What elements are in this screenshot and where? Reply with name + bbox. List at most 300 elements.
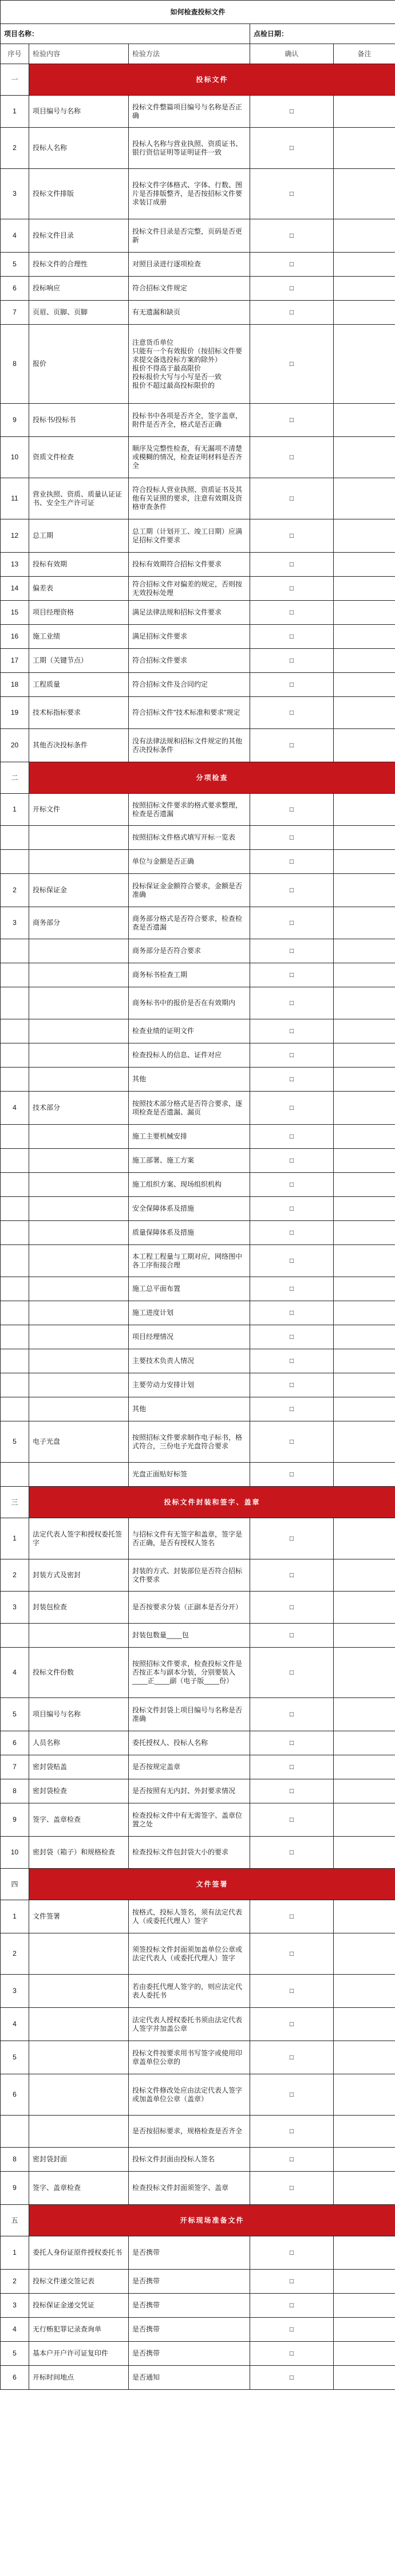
confirm-checkbox[interactable]: □: [250, 2148, 334, 2172]
checklist-row: [1, 625, 395, 649]
header-confirm: 确认: [250, 44, 334, 64]
row-number: 6: [1, 277, 29, 301]
confirm-checkbox[interactable]: □: [250, 729, 334, 762]
remark-cell: [334, 253, 395, 277]
confirm-checkbox[interactable]: □: [250, 673, 334, 697]
check-method: 若由委托代理人签字的，则应法定代表人委托书: [129, 1975, 250, 2008]
remark-cell: [334, 1125, 395, 1149]
check-item: 投标书/投标书: [29, 404, 129, 437]
confirm-checkbox[interactable]: □: [250, 850, 334, 874]
confirm-checkbox[interactable]: □: [250, 96, 334, 128]
confirm-checkbox[interactable]: □: [250, 1245, 334, 1277]
check-method: 投标文件按要求用书写签字或使用印章盖单位公章的: [129, 2041, 250, 2074]
confirm-checkbox[interactable]: □: [250, 1068, 334, 1092]
header-no: 序号: [1, 44, 29, 64]
check-item: [29, 987, 129, 1019]
confirm-checkbox[interactable]: □: [250, 697, 334, 729]
row-number: [1, 1373, 29, 1397]
checklist-row: [1, 2318, 395, 2342]
check-method: 是否按要求分装（正副本是否分开）: [129, 1592, 250, 1624]
check-item: [29, 2041, 129, 2074]
row-number: 3: [1, 1592, 29, 1624]
section-title: 投标文件: [29, 64, 395, 96]
row-number: [1, 1624, 29, 1648]
check-item: 投标有效期: [29, 553, 129, 577]
check-method: 符合投标人营业执照、资质证书及其他有关证照的要求，注意有效期及资格审查条件: [129, 478, 250, 519]
check-method: 投标文件目录是否完整，页码是否更新: [129, 219, 250, 253]
check-item: [29, 1463, 129, 1487]
remark-cell: [334, 1624, 395, 1648]
check-method: 注意货币单位 只能有一个有效报价（按招标文件要求提交备选投标方案的除外） 报价不得高于最高限价 投标报价大写与小写是否一致 报价不超过最高投标限价的: [129, 325, 250, 404]
checklist-row: [1, 253, 395, 277]
check-item: 委托人身份证原件授权委托书: [29, 2236, 129, 2270]
check-item: 营业执照、资质、质量认证证书、安全生产许可证: [29, 478, 129, 519]
remark-cell: [334, 519, 395, 553]
row-number: 7: [1, 1755, 29, 1779]
remark-cell: [334, 2148, 395, 2172]
check-item: [29, 1245, 129, 1277]
remark-cell: [334, 277, 395, 301]
confirm-checkbox[interactable]: □: [250, 625, 334, 649]
confirm-checkbox[interactable]: □: [250, 2074, 334, 2116]
confirm-checkbox[interactable]: □: [250, 1518, 334, 1559]
confirm-checkbox[interactable]: □: [250, 2041, 334, 2074]
checklist-row: [1, 325, 395, 404]
check-method: 商务部分是否符合要求: [129, 939, 250, 963]
row-number: 10: [1, 1837, 29, 1869]
confirm-checkbox[interactable]: □: [250, 1019, 334, 1043]
remark-cell: [334, 1019, 395, 1043]
check-method: 符合招标文件要求: [129, 649, 250, 673]
confirm-checkbox[interactable]: □: [250, 277, 334, 301]
checklist-row: [1, 1698, 395, 1731]
row-number: 19: [1, 697, 29, 729]
checklist-row: [1, 939, 395, 963]
checklist-row: [1, 1975, 395, 2008]
confirm-checkbox[interactable]: □: [250, 1779, 334, 1803]
row-number: 14: [1, 577, 29, 601]
check-method: 总工期（计划开工、竣工日期）应满足招标文件要求: [129, 519, 250, 553]
check-method: 投标文件封袋上项目编号与名称是否准确: [129, 1698, 250, 1731]
check-method: 符合招标文件"技术标准和要求"规定: [129, 697, 250, 729]
check-method: 施工总平面布置: [129, 1277, 250, 1301]
confirm-checkbox[interactable]: □: [250, 963, 334, 987]
checklist-row: [1, 1803, 395, 1837]
check-method: 检查投标文件中有无需签字、盖章位置之处: [129, 1803, 250, 1837]
confirm-checkbox[interactable]: □: [250, 1648, 334, 1698]
checklist-row: [1, 1221, 395, 1245]
checklist-row: [1, 1092, 395, 1125]
check-method: 是否按招标要求，规格检查是否齐全: [129, 2116, 250, 2148]
row-number: 3: [1, 1975, 29, 2008]
confirm-checkbox[interactable]: □: [250, 1325, 334, 1349]
check-item: [29, 1221, 129, 1245]
section-number: 五: [1, 2205, 29, 2236]
checklist-row: [1, 1731, 395, 1755]
confirm-checkbox[interactable]: □: [250, 519, 334, 553]
checklist-row: [1, 2008, 395, 2041]
row-number: 11: [1, 478, 29, 519]
row-number: [1, 1173, 29, 1197]
section-number: 二: [1, 762, 29, 794]
section-title: 投标文件封装和签字、盖章: [29, 1487, 395, 1518]
check-method: 符合招标文件及合同约定: [129, 673, 250, 697]
check-item: [29, 1933, 129, 1975]
confirm-checkbox[interactable]: □: [250, 601, 334, 625]
remark-cell: [334, 2008, 395, 2041]
remark-cell: [334, 1592, 395, 1624]
checklist-row: [1, 1068, 395, 1092]
row-number: [1, 1221, 29, 1245]
confirm-checkbox[interactable]: □: [250, 2366, 334, 2390]
check-item: [29, 1019, 129, 1043]
confirm-checkbox[interactable]: □: [250, 649, 334, 673]
confirm-checkbox[interactable]: □: [250, 1975, 334, 2008]
confirm-checkbox[interactable]: □: [250, 2116, 334, 2148]
checklist-row: [1, 2172, 395, 2205]
confirm-checkbox[interactable]: □: [250, 1173, 334, 1197]
checklist-row: [1, 1518, 395, 1559]
check-item: 密封袋检查: [29, 1779, 129, 1803]
check-item: 基本户开户许可证复印件: [29, 2342, 129, 2366]
remark-cell: [334, 697, 395, 729]
check-item: [29, 1125, 129, 1149]
check-method: 按格式，投标人签名，须有法定代表人（或委托代理人）签字: [129, 1900, 250, 1933]
checklist-row: [1, 519, 395, 553]
check-item: [29, 1068, 129, 1092]
remark-cell: [334, 169, 395, 219]
checklist-row: [1, 301, 395, 325]
page-title: 如何检查投标文件: [1, 1, 395, 24]
check-method: 检查业绩的证明文件: [129, 1019, 250, 1043]
check-item: 投标保证金: [29, 874, 129, 907]
row-number: [1, 826, 29, 850]
confirm-checkbox[interactable]: □: [250, 1301, 334, 1325]
confirm-checkbox[interactable]: □: [250, 794, 334, 826]
check-method: 施工主要机械安排: [129, 1125, 250, 1149]
header-content: 检验内容: [29, 44, 129, 64]
checklist-row: [1, 2342, 395, 2366]
confirm-checkbox[interactable]: □: [250, 874, 334, 907]
check-method: 施工进度计划: [129, 1301, 250, 1325]
row-number: 2: [1, 1933, 29, 1975]
confirm-checkbox[interactable]: □: [250, 1221, 334, 1245]
check-method: 投标文件封面由投标人签名: [129, 2148, 250, 2172]
confirm-checkbox[interactable]: □: [250, 1559, 334, 1592]
check-item: 无行贿犯罪记录查询单: [29, 2318, 129, 2342]
checklist-row: [1, 277, 395, 301]
confirm-checkbox[interactable]: □: [250, 1463, 334, 1487]
check-method: 符合招标文件对偏差的规定，否则按无效投标处理: [129, 577, 250, 601]
check-item: [29, 1624, 129, 1648]
confirm-checkbox[interactable]: □: [250, 907, 334, 939]
row-number: [1, 939, 29, 963]
check-method: 投标书中各项是否齐全，签字盖章，附件是否齐全，格式是否正确: [129, 404, 250, 437]
remark-cell: [334, 2318, 395, 2342]
confirm-checkbox[interactable]: □: [250, 2236, 334, 2270]
check-item: 其他否决投标条件: [29, 729, 129, 762]
row-number: [1, 963, 29, 987]
checklist-row: [1, 826, 395, 850]
remark-cell: [334, 1149, 395, 1173]
checklist-row: [1, 478, 395, 519]
row-number: 3: [1, 169, 29, 219]
check-method: 法定代表人授权委托书须由法定代表人签字并加盖公章: [129, 2008, 250, 2041]
check-item: [29, 1325, 129, 1349]
confirm-checkbox[interactable]: □: [250, 577, 334, 601]
confirm-checkbox[interactable]: □: [250, 1933, 334, 1975]
check-item: 总工期: [29, 519, 129, 553]
row-number: 5: [1, 2342, 29, 2366]
check-method: 投标文件修改处应由法定代表人签字或加盖单位公章（盖章）: [129, 2074, 250, 2116]
check-method: 光盘正面贴好标签: [129, 1463, 250, 1487]
row-number: 8: [1, 1779, 29, 1803]
checklist-row: [1, 729, 395, 762]
confirm-checkbox[interactable]: □: [250, 1698, 334, 1731]
checklist-row: [1, 850, 395, 874]
checklist-row: [1, 2041, 395, 2074]
check-method: 质量保障体系及措施: [129, 1221, 250, 1245]
checklist-row: [1, 1624, 395, 1648]
confirm-checkbox[interactable]: □: [250, 1277, 334, 1301]
confirm-checkbox[interactable]: □: [250, 1349, 334, 1373]
checklist-row: [1, 1043, 395, 1068]
row-number: 9: [1, 2172, 29, 2205]
check-item: 签字、盖章检查: [29, 1803, 129, 1837]
confirm-checkbox[interactable]: □: [250, 1900, 334, 1933]
checklist-row: [1, 1301, 395, 1325]
remark-cell: [334, 1068, 395, 1092]
row-number: [1, 1197, 29, 1221]
section-number: 一: [1, 64, 29, 96]
confirm-checkbox[interactable]: □: [250, 1731, 334, 1755]
check-method: 满足法律法规和招标文件要求: [129, 601, 250, 625]
remark-cell: [334, 1301, 395, 1325]
row-number: 4: [1, 2318, 29, 2342]
remark-cell: [334, 1349, 395, 1373]
checklist-row: [1, 2366, 395, 2390]
confirm-checkbox[interactable]: □: [250, 2342, 334, 2366]
row-number: [1, 1397, 29, 1421]
check-method: 是否按照有无内封、外封要求情况: [129, 1779, 250, 1803]
remark-cell: [334, 1092, 395, 1125]
confirm-checkbox[interactable]: □: [250, 1197, 334, 1221]
check-method: 符合招标文件规定: [129, 277, 250, 301]
remark-cell: [334, 2074, 395, 2116]
check-item: [29, 1975, 129, 2008]
section-number: 三: [1, 1487, 29, 1518]
confirm-checkbox[interactable]: □: [250, 2318, 334, 2342]
confirm-checkbox[interactable]: □: [250, 1043, 334, 1068]
row-number: 13: [1, 553, 29, 577]
row-number: [1, 1245, 29, 1277]
check-method: 施工部署、施工方案: [129, 1149, 250, 1173]
check-method: 封装的方式、封装部位是否符合招标文件要求: [129, 1559, 250, 1592]
checklist-row: [1, 1463, 395, 1487]
check-method: 其他: [129, 1068, 250, 1092]
checklist-row: [1, 1325, 395, 1349]
confirm-checkbox[interactable]: □: [250, 219, 334, 253]
check-item: 电子光盘: [29, 1421, 129, 1463]
check-item: 偏差表: [29, 577, 129, 601]
check-item: 项目经理资格: [29, 601, 129, 625]
check-method: 是否携带: [129, 2294, 250, 2318]
remark-cell: [334, 1221, 395, 1245]
check-item: [29, 1397, 129, 1421]
remark-cell: [334, 1975, 395, 2008]
check-item: [29, 1043, 129, 1068]
check-method: 是否携带: [129, 2318, 250, 2342]
confirm-checkbox[interactable]: □: [250, 404, 334, 437]
confirm-checkbox[interactable]: □: [250, 2294, 334, 2318]
row-number: [1, 850, 29, 874]
row-number: 1: [1, 794, 29, 826]
confirm-checkbox[interactable]: □: [250, 1092, 334, 1125]
confirm-checkbox[interactable]: □: [250, 1837, 334, 1869]
confirm-checkbox[interactable]: □: [250, 1803, 334, 1837]
check-item: [29, 2116, 129, 2148]
checklist-row: [1, 963, 395, 987]
remark-cell: [334, 1173, 395, 1197]
row-number: [1, 1349, 29, 1373]
checklist-row: [1, 907, 395, 939]
row-number: [1, 1301, 29, 1325]
row-number: 2: [1, 874, 29, 907]
row-number: 5: [1, 1698, 29, 1731]
remark-cell: [334, 874, 395, 907]
remark-cell: [334, 1518, 395, 1559]
confirm-checkbox[interactable]: □: [250, 1373, 334, 1397]
confirm-checkbox[interactable]: □: [250, 1755, 334, 1779]
remark-cell: [334, 850, 395, 874]
confirm-checkbox[interactable]: □: [250, 826, 334, 850]
check-item: [29, 850, 129, 874]
check-item: 密封袋（箱子）和规格检查: [29, 1837, 129, 1869]
confirm-checkbox[interactable]: □: [250, 2008, 334, 2041]
confirm-checkbox[interactable]: □: [250, 987, 334, 1019]
confirm-checkbox[interactable]: □: [250, 1592, 334, 1624]
confirm-checkbox[interactable]: □: [250, 437, 334, 478]
remark-cell: [334, 2172, 395, 2205]
remark-cell: [334, 649, 395, 673]
remark-cell: [334, 1043, 395, 1068]
confirm-checkbox[interactable]: □: [250, 301, 334, 325]
check-item: 工程质量: [29, 673, 129, 697]
checklist-row: [1, 1559, 395, 1592]
check-method: 检查投标文件封面须签字、盖章: [129, 2172, 250, 2205]
remark-cell: [334, 1463, 395, 1487]
row-number: 18: [1, 673, 29, 697]
row-number: 10: [1, 437, 29, 478]
check-method: 项目经理情况: [129, 1325, 250, 1349]
confirm-checkbox[interactable]: □: [250, 1397, 334, 1421]
remark-cell: [334, 794, 395, 826]
row-number: 8: [1, 325, 29, 404]
check-item: [29, 939, 129, 963]
remark-cell: [334, 1559, 395, 1592]
row-number: 15: [1, 601, 29, 625]
confirm-checkbox[interactable]: □: [250, 325, 334, 404]
confirm-checkbox[interactable]: □: [250, 2270, 334, 2294]
checklist-row: [1, 1421, 395, 1463]
row-number: 16: [1, 625, 29, 649]
checklist-row: [1, 1900, 395, 1933]
remark-cell: [334, 2366, 395, 2390]
confirm-checkbox[interactable]: □: [250, 169, 334, 219]
confirm-checkbox[interactable]: □: [250, 253, 334, 277]
check-method: 商务标书中的报价是否在有效期内: [129, 987, 250, 1019]
check-method: 投标文件字体格式、字体、行数、图片是否排版整齐，是否按招标文件要求装订成册: [129, 169, 250, 219]
check-method: 本工程工程量与工期对应，网络图中各工序衔接合理: [129, 1245, 250, 1277]
confirm-checkbox[interactable]: □: [250, 128, 334, 169]
remark-cell: [334, 1900, 395, 1933]
confirm-checkbox[interactable]: □: [250, 1624, 334, 1648]
checklist-row: [1, 987, 395, 1019]
remark-cell: [334, 826, 395, 850]
section-header-row: [1, 64, 395, 96]
row-number: 5: [1, 1421, 29, 1463]
remark-cell: [334, 729, 395, 762]
checklist-row: [1, 673, 395, 697]
checklist-row: [1, 96, 395, 128]
checklist-row: [1, 2236, 395, 2270]
checklist-row: [1, 437, 395, 478]
row-number: 1: [1, 96, 29, 128]
check-item: 施工业绩: [29, 625, 129, 649]
check-method: 单位与金额是否正确: [129, 850, 250, 874]
check-method: 按照招标文件要求，检查投标文件是否按正本与副本分装，分别要装入____正____副（电子版____份）: [129, 1648, 250, 1698]
row-number: 9: [1, 404, 29, 437]
checklist-row: [1, 1373, 395, 1397]
checklist-row: [1, 2074, 395, 2116]
remark-cell: [334, 478, 395, 519]
check-item: [29, 1301, 129, 1325]
checklist-row: [1, 1755, 395, 1779]
check-item: 投标文件份数: [29, 1648, 129, 1698]
row-number: 17: [1, 649, 29, 673]
checklist-row: [1, 1019, 395, 1043]
confirm-checkbox[interactable]: □: [250, 2172, 334, 2205]
checklist-row: [1, 169, 395, 219]
check-item: 开标时间地点: [29, 2366, 129, 2390]
check-method: 投标保证金金额符合要求，金额是否准确: [129, 874, 250, 907]
confirm-checkbox[interactable]: □: [250, 939, 334, 963]
remark-cell: [334, 577, 395, 601]
remark-cell: [334, 1698, 395, 1731]
confirm-checkbox[interactable]: □: [250, 553, 334, 577]
check-item: 资质文件检查: [29, 437, 129, 478]
check-method: 投标文件整篇项目编号与名称是否正确: [129, 96, 250, 128]
confirm-checkbox[interactable]: □: [250, 1125, 334, 1149]
confirm-checkbox[interactable]: □: [250, 1149, 334, 1173]
row-number: 4: [1, 1648, 29, 1698]
confirm-checkbox[interactable]: □: [250, 1421, 334, 1463]
row-number: 3: [1, 907, 29, 939]
remark-cell: [334, 2236, 395, 2270]
check-item: 技术标指标要求: [29, 697, 129, 729]
check-item: [29, 1149, 129, 1173]
section-title: 开标现场准备文件: [29, 2205, 395, 2236]
header-row: [1, 44, 395, 64]
remark-cell: [334, 1277, 395, 1301]
check-method: 须签投标文件封面须加盖单位公章或法定代表人（或委托代理人）签字: [129, 1933, 250, 1975]
confirm-checkbox[interactable]: □: [250, 478, 334, 519]
row-number: 8: [1, 2148, 29, 2172]
check-method: 没有法律法规和招标文件规定的其他否决投标条件: [129, 729, 250, 762]
row-number: 5: [1, 2041, 29, 2074]
project-name-label: 项目名称：: [1, 24, 250, 44]
checklist-row: [1, 601, 395, 625]
